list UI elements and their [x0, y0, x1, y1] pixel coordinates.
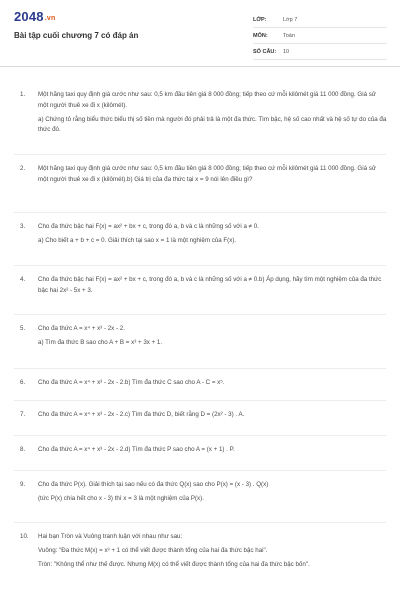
logo-text: 2048	[14, 9, 44, 24]
question-text: Cho đa thức A = x⁴ + x³ - 2x - 2.d) Tìm đa thức P sao cho A = (x + 1) . P.	[38, 446, 235, 453]
question-text: Cho đa thức A = x⁴ + x³ - 2x - 2.	[38, 325, 125, 332]
question-text: Một hãng taxi quy định giá cước như sau: 0,5 km đầu tiên giá 8 000 đồng; tiếp theo cứ mỗi kilômét giá 11 000 đồng. Giá sử một người thuê xe đi x (kilômét).	[38, 91, 376, 109]
question-text: Cho đa thức bậc hai F(x) = ax² + bx + c, trong đó a, b và c là những số với a ≠ 0.b) Áp dụng, hãy tìm một nghiệm của đa thức bậc hai 2x² - 5x + 3.	[38, 276, 382, 294]
meta-row-count	[253, 44, 387, 60]
logo-suffix: .vn	[44, 15, 56, 22]
question-number: 6.	[20, 379, 26, 386]
meta-value: 10	[283, 48, 290, 55]
question-number: 3.	[20, 223, 26, 230]
question-text: a) Tìm đa thức B sao cho A + B = x³ + 3x + 1.	[38, 339, 163, 346]
divider	[14, 265, 386, 266]
question-text: Tròn: "Không thể như thế được. Nhưng M(x) có thể viết được thành tổng của hai đa thức bậc bốn".	[38, 561, 310, 568]
divider	[14, 522, 386, 523]
divider	[14, 470, 386, 471]
divider	[14, 435, 386, 436]
question-2	[20, 164, 388, 189]
meta-row-subject	[253, 28, 387, 44]
divider	[14, 212, 386, 213]
question-6	[20, 378, 388, 392]
meta-label: SỐ CÂU:	[253, 48, 277, 55]
meta-row-class	[253, 12, 387, 28]
divider	[14, 400, 386, 401]
question-10	[20, 532, 388, 574]
question-text: (tức P(x) chia hết cho x - 3) thì x = 3 là một nghiệm của P(x).	[38, 495, 204, 502]
question-number: 2.	[20, 165, 26, 172]
question-5	[20, 324, 388, 352]
question-number: 8.	[20, 446, 26, 453]
question-text: a) Chứng tỏ rằng biểu thức biểu thị số tiền mà người đó phải trả là một đa thức. Tìm bậc, hệ số cao nhất và hệ số tự do của đa thức đó.	[38, 115, 387, 133]
meta-label: LỚP:	[253, 16, 267, 23]
question-9	[20, 480, 388, 508]
question-text: Một hãng taxi quy định giá cước như sau: 0,5 km đầu tiên giá 8 000 đồng; tiếp theo cứ mỗi kilômét giá 11 000 đồng. Giá sử một người thuê xe đi x (kilômét).b) Giá trị của đa thức tại x = 9 nói lên điều gì?	[38, 165, 376, 183]
question-8	[20, 445, 388, 459]
question-number: 10.	[20, 533, 29, 540]
page-header	[0, 0, 400, 67]
question-number: 9.	[20, 481, 26, 488]
meta-table	[253, 12, 387, 60]
question-1	[20, 90, 388, 139]
question-number: 4.	[20, 276, 26, 283]
question-text: Hai bạn Tròn và Vuông tranh luận với nhau như sau:	[38, 533, 183, 540]
question-list	[0, 66, 400, 600]
question-text: a) Cho biết a + b + c = 0. Giải thích tại sao x = 1 là một nghiệm của F(x).	[38, 237, 237, 244]
question-text: Cho đa thức bậc hai F(x) = ax² + bx + c, trong đó a, b và c là những số với a ≠ 0.	[38, 223, 259, 230]
question-number: 7.	[20, 411, 26, 418]
question-text: Vuông: "Đa thức M(x) = x³ + 1 có thể viết được thành tổng của hai đa thức bậc hai".	[38, 547, 268, 554]
meta-value: Lớp 7	[283, 16, 298, 23]
meta-label: MÔN:	[253, 32, 268, 39]
site-logo[interactable]	[14, 9, 55, 24]
question-text: Cho đa thức A = x⁴ + x³ - 2x - 2.b) Tìm đa thức C sao cho A - C = x⁵.	[38, 379, 225, 386]
question-4	[20, 275, 388, 300]
question-text: Cho đa thức P(x). Giải thích tại sao nếu có đa thức Q(x) sao cho P(x) = (x - 3) . Q(x)	[38, 481, 269, 488]
question-number: 1.	[20, 91, 26, 98]
divider	[14, 154, 386, 155]
divider	[14, 368, 386, 369]
page-title: Bài tập cuối chương 7 có đáp án	[14, 31, 139, 40]
question-text: Cho đa thức A = x⁴ + x³ - 2x - 2.c) Tìm đa thức D, biết rằng D = (2x² - 3) . A.	[38, 411, 245, 418]
question-3	[20, 222, 388, 250]
meta-value: Toán	[283, 32, 295, 39]
question-number: 5.	[20, 325, 26, 332]
divider	[14, 314, 386, 315]
question-7	[20, 410, 388, 424]
